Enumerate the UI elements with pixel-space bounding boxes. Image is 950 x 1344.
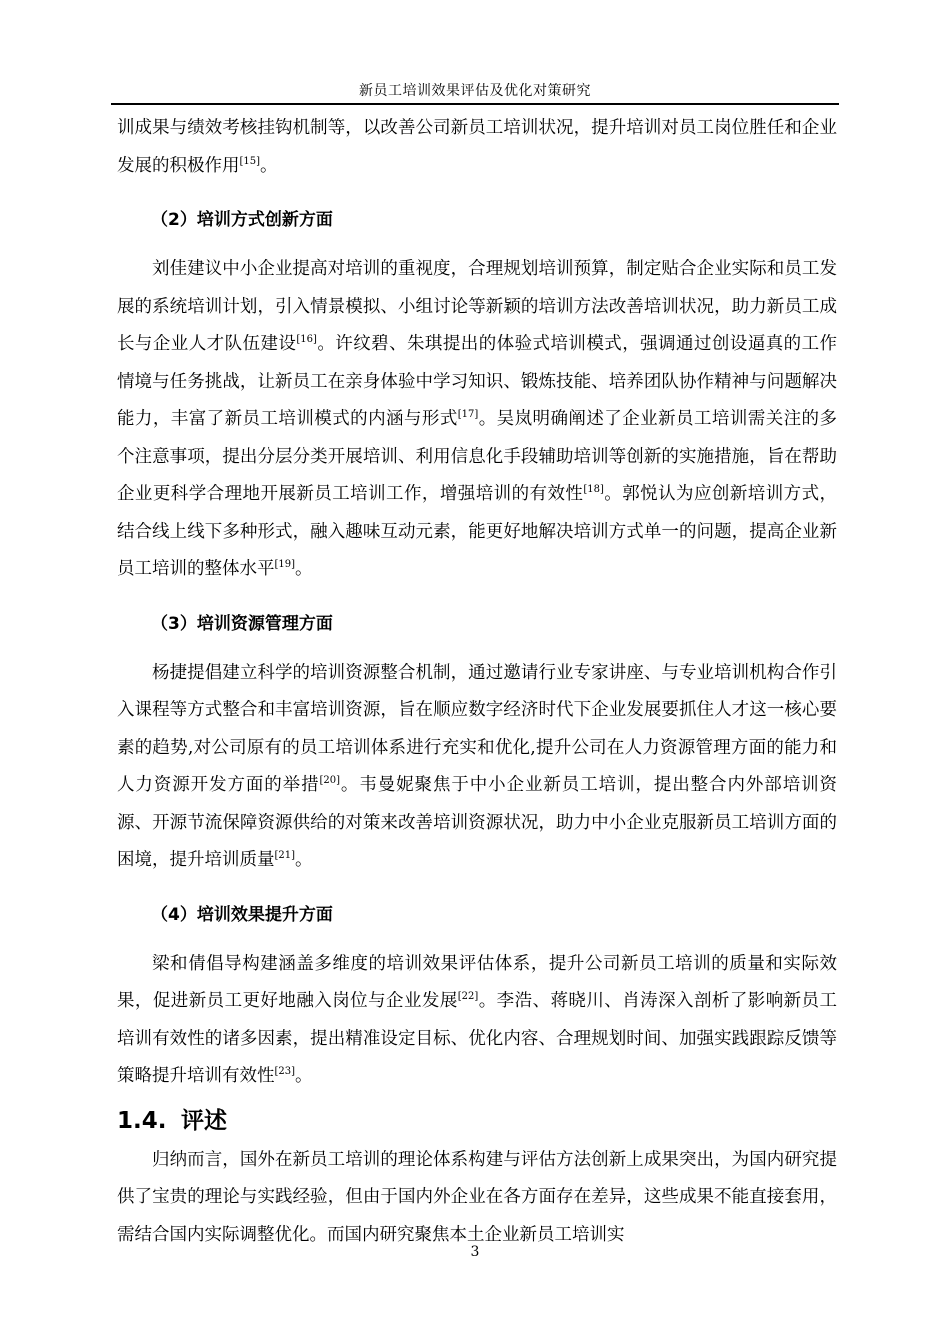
citation-ref: [23] bbox=[274, 1066, 296, 1077]
paragraph-training-effect bbox=[117, 946, 837, 1096]
paragraph-text: 。郭悦认为应创新培训方式，结合线上线下多种形式，融入趣味互动元素，能更好地解决培训方式单一的问题，提高企业新员工培训的整体水平 bbox=[117, 484, 837, 579]
subheading-training-resources: （3）培训资源管理方面 bbox=[151, 613, 333, 634]
header-rule bbox=[111, 103, 839, 105]
subheading-training-method: （2）培训方式创新方面 bbox=[151, 210, 333, 230]
subheading-training-effect: （4）培训效果提升方面 bbox=[151, 904, 333, 925]
paragraph-text: 。韦曼妮聚焦于中小企业新员工培训，提出整合内外部培训资源、开源节流保障资源供给的对策来改善培训资源状况，助力中小企业克服新员工培训方面的困境，提升培训质量 bbox=[117, 775, 838, 870]
paragraph-continued bbox=[117, 110, 837, 185]
paragraph-text: 。 bbox=[295, 1066, 313, 1086]
citation-ref: [22] bbox=[457, 991, 479, 1002]
paragraph-text: 梁和倩倡导构建涵盖多维度的培训效果评估体系，提升公司新员工培训的质量和实际效果，促进新员工更好地融入岗位与企业发展 bbox=[117, 953, 837, 1011]
page-number: 3 bbox=[470, 1244, 480, 1260]
citation-ref: [21] bbox=[274, 850, 296, 861]
paragraph-text: 。李浩、蒋晓川、肖涛深入剖析了影响新员工培训有效性的诸多因素，提出精准设定目标、优化内容、合理规划时间、加强实践跟踪反馈等策略提升培训有效性 bbox=[117, 991, 837, 1086]
paragraph-text: 刘佳建议中小企业提高对培训的重视度，合理规划培训预算，制定贴合企业实际和员工发展的系统培训计划，引入情景模拟、小组讨论等新颖的培训方法改善培训状况，助力新员工成长与企业人才队伍建设 bbox=[117, 259, 837, 354]
paragraph-text: 杨捷提倡建立科学的培训资源整合机制，通过邀请行业专家讲座、与专业培训机构合作引入课程等方式整合和丰富培训资源，旨在顺应数字经济时代下企业发展要抓住人才这一核心要素的趋势,对公司原有的员工培训体系进行充实和优化,提升公司在人力资源管理方面的能力和人力资源开发方面的举措 bbox=[117, 662, 837, 795]
citation-ref: [20] bbox=[319, 775, 341, 786]
running-header: 新员工培训效果评估及优化对策研究 bbox=[359, 83, 591, 99]
paragraph-text: 。 bbox=[260, 155, 278, 176]
section-number: 1.4. bbox=[117, 1107, 167, 1134]
paragraph-text: 。吴岚明确阐述了企业新员工培训需关注的多个注意事项，提出分层分类开展培训、利用信息化手段辅助培训等创新的实施措施，旨在帮助企业更科学合理地开展新员工培训工作，增强培训的有效性 bbox=[117, 409, 837, 504]
section-title: 评述 bbox=[181, 1107, 227, 1134]
citation-ref: [19] bbox=[274, 559, 296, 570]
paragraph-text: 。许纹碧、朱琪提出的体验式培训模式，强调通过创设逼真的工作情境与任务挑战，让新员工在亲身体验中学习知识、锻炼技能、培养团队协作精神与问题解决能力，丰富了新员工培训模式的内涵与形式 bbox=[117, 334, 838, 429]
paragraph-text: 。 bbox=[295, 559, 313, 579]
citation-ref: [15] bbox=[239, 155, 261, 167]
paragraph-review: 归纳而言，国外在新员工培训的理论体系构建与评估方法创新上成果突出，为国内研究提供了宝贵的理论与实践经验，但由于国内外企业在各方面存在差异，这些成果不能直接套用，需结合国内实际调整优化。而国内研究聚焦本土企业新员工培训实 bbox=[117, 1149, 837, 1245]
paragraph-text: 。 bbox=[295, 850, 313, 870]
page-body bbox=[117, 110, 837, 1254]
citation-ref: [17] bbox=[457, 409, 479, 420]
citation-ref: [18] bbox=[583, 484, 604, 495]
paragraph-training-method bbox=[117, 251, 837, 589]
paragraph-training-resources bbox=[117, 655, 837, 880]
paragraph-text: 训成果与绩效考核挂钩机制等，以改善公司新员工培训状况，提升培训对员工岗位胜任和企业发展的积极作用 bbox=[117, 118, 837, 176]
citation-ref: [16] bbox=[296, 334, 317, 345]
section-heading bbox=[117, 1100, 837, 1142]
